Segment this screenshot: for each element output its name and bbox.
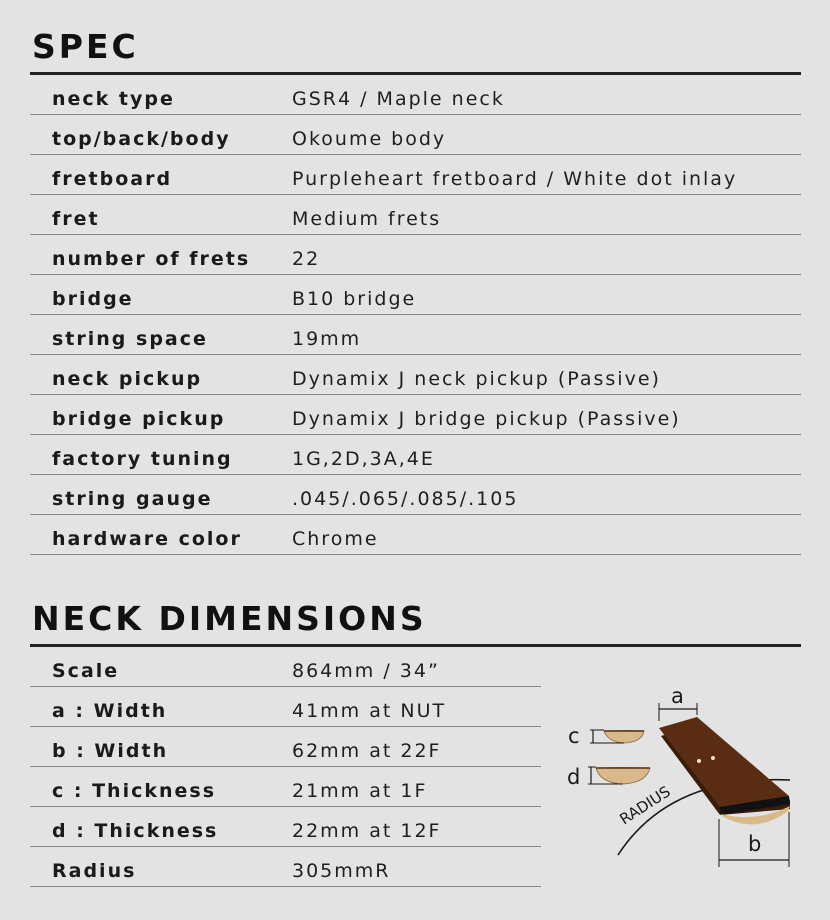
neck-value: 305mmR (292, 860, 391, 882)
neck-value: 41mm at NUT (292, 700, 447, 722)
spec-title: SPEC (32, 27, 139, 66)
fretboard-top (659, 717, 789, 807)
spec-label: neck pickup (52, 368, 203, 390)
spec-value: 19mm (292, 328, 362, 350)
label-a: a (671, 685, 684, 708)
neck-label: b : Width (52, 740, 169, 762)
spec-label: fretboard (52, 168, 173, 190)
spec-value: Dynamix J bridge pickup (Passive) (292, 408, 681, 430)
spec-value: 1G,2D,3A,4E (292, 448, 435, 470)
neck-dimensions-title: NECK DIMENSIONS (32, 599, 427, 638)
neck-diagram (560, 685, 800, 875)
spec-label: bridge (52, 288, 134, 310)
spec-value: 22 (292, 248, 321, 270)
spec-row-fretboard (30, 155, 801, 195)
label-c: c (568, 724, 580, 748)
spec-row-factory-tuning (30, 435, 801, 475)
spec-row-bridge-pickup (30, 395, 801, 435)
spec-value: Okoume body (292, 128, 447, 150)
neck-row-radius (30, 847, 541, 887)
spec-label: neck type (52, 88, 175, 110)
spec-label: top/back/body (52, 128, 231, 150)
neck-label: Scale (52, 660, 120, 682)
neck-row-c-thickness (30, 767, 541, 807)
neck-label: Radius (52, 860, 137, 882)
spec-label: string gauge (52, 488, 213, 510)
spec-row-bridge (30, 275, 801, 315)
spec-value: Dynamix J neck pickup (Passive) (292, 368, 661, 390)
spec-row-number-of-frets (30, 235, 801, 275)
neck-value: 62mm at 22F (292, 740, 442, 762)
neck-value: 21mm at 1F (292, 780, 428, 802)
spec-label: hardware color (52, 528, 242, 550)
neck-row-d-thickness (30, 807, 541, 847)
neck-row-b-width (30, 727, 541, 767)
spec-value: B10 bridge (292, 288, 417, 310)
spec-value: Medium frets (292, 208, 442, 230)
spec-label: factory tuning (52, 448, 233, 470)
spec-label: number of frets (52, 248, 251, 270)
neck-diagram-svg (560, 685, 800, 875)
spec-row-fret (30, 195, 801, 235)
profile-c (604, 731, 644, 744)
spec-row-neck-type (30, 75, 801, 115)
neck-row-scale (30, 647, 541, 687)
spec-row-neck-pickup (30, 355, 801, 395)
spec-value: Chrome (292, 528, 379, 550)
spec-row-hardware-color (30, 515, 801, 555)
neck-value: 22mm at 12F (292, 820, 442, 842)
spec-label: fret (52, 208, 100, 230)
spec-value: GSR4 / Maple neck (292, 88, 505, 110)
dot-inlay (711, 756, 715, 760)
label-b: b (748, 832, 762, 856)
spec-label: string space (52, 328, 208, 350)
spec-row-body (30, 115, 801, 155)
spec-table (30, 75, 801, 555)
spec-row-string-gauge (30, 475, 801, 515)
spec-value: .045/.065/.085/.105 (292, 488, 519, 510)
spec-value: Purpleheart fretboard / White dot inlay (292, 168, 738, 190)
neck-label: a : Width (52, 700, 168, 722)
label-radius: RADIUS (616, 782, 674, 829)
neck-label: d : Thickness (52, 820, 219, 842)
neck-label: c : Thickness (52, 780, 217, 802)
spec-row-string-space (30, 315, 801, 355)
dot-inlay (697, 759, 701, 763)
label-d: d (567, 765, 581, 789)
profile-d (596, 768, 650, 785)
spec-label: bridge pickup (52, 408, 226, 430)
neck-row-a-width (30, 687, 541, 727)
neck-dimensions-table (30, 647, 541, 887)
neck-value: 864mm / 34” (292, 660, 440, 682)
